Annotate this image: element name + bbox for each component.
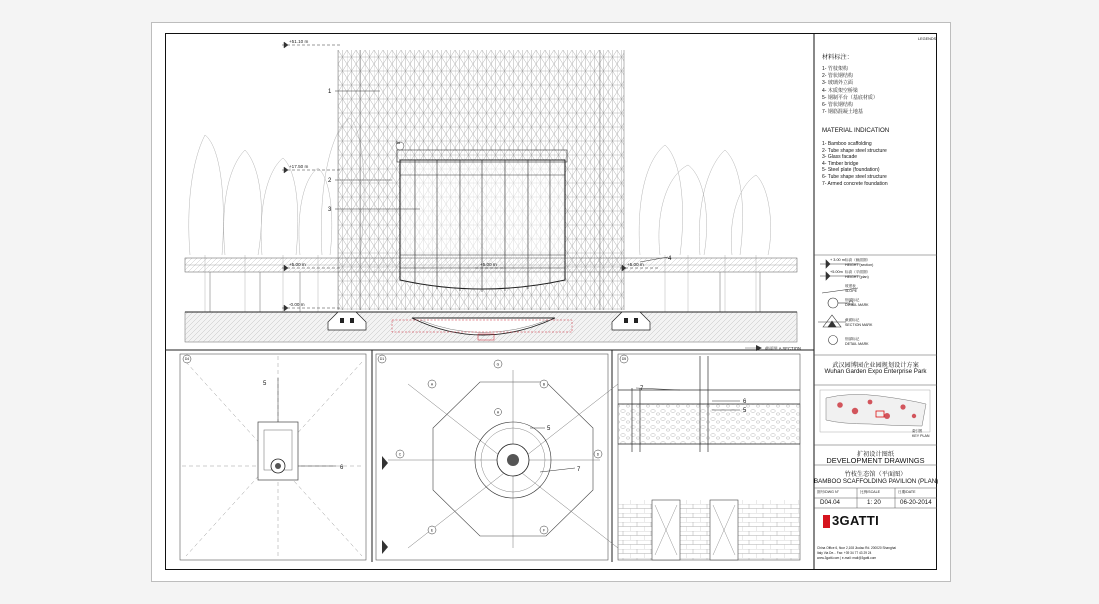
legend-en: HEIGHT (section)	[845, 262, 874, 267]
material-cn-item: 7- 钢筋混凝土地基	[822, 109, 863, 116]
legend-en: DETAIL MARK	[845, 302, 869, 307]
legend-row	[845, 258, 873, 267]
legend-cn: 截面标记	[845, 318, 860, 322]
callout-3: 3	[328, 207, 332, 213]
legend-cn: 细部标记	[845, 337, 860, 341]
project-en: Wuhan Garden Expo Enterprise Park	[824, 368, 927, 375]
materials-cn-title: 材料标注：	[822, 54, 853, 61]
elevation-drawing	[185, 42, 797, 351]
meta-value-dwg: D04.04	[820, 499, 840, 506]
drawing-cn: 竹枝生态馆（平面图）	[844, 471, 907, 478]
materials-en-title: MATERIAL INDICATION	[822, 127, 890, 134]
material-en-item: 2- Tube shape steel structure	[822, 147, 887, 154]
keyplan-en: KEY PLAN	[912, 434, 930, 438]
meta-value-scale: 1: 20	[867, 499, 881, 506]
material-cn-item: 1- 竹枝架构	[822, 66, 848, 72]
grid-c: C	[398, 452, 402, 457]
grid-e: E	[430, 528, 434, 533]
legend-sym-height-plan: +5.00m	[830, 270, 843, 274]
legend-cn: 标高（截面图）	[845, 258, 871, 262]
legend-sym-height-section: + 3.00 m	[830, 258, 845, 262]
brand-logo: 3GATTI	[832, 513, 880, 528]
grid-d: D	[596, 452, 600, 457]
elev-mid-label: +17.50 m	[289, 164, 309, 169]
material-en-item: 3- Glass facade	[822, 154, 858, 161]
d4-callout-5: 5	[263, 381, 267, 387]
meta-label-scale: 比例/SCALE	[860, 490, 880, 494]
meta-label-dwg: 图号/DWG N°	[817, 490, 839, 494]
legend-row	[845, 284, 857, 293]
detail-d5	[618, 354, 800, 560]
material-cn-item: 3- 玻璃外立面	[822, 80, 853, 87]
d5-callout-6: 6	[743, 399, 747, 405]
meta-value-date: 06-20-2014	[900, 499, 932, 506]
legend-cn: 细部标记	[845, 298, 860, 302]
drawing-en: BAMBOO SCAFFOLDING PAVILION (PLAN)	[814, 478, 939, 485]
stage-cn: 扩初设计图纸	[856, 451, 895, 458]
doc-code: LEGENDS	[918, 37, 937, 41]
legend-en: DETAIL MARK	[845, 341, 869, 346]
materials-en-list	[822, 141, 888, 187]
grid-f: F	[542, 528, 546, 533]
callout-4: 4	[668, 256, 672, 262]
office-china: China Office 6, floor 2,108 Jiudao Rd. 200020 Shanghai	[817, 546, 896, 550]
d5-callout-5: 5	[743, 408, 747, 414]
meta-label-date: 日期/DATE	[898, 490, 916, 494]
legend-cn: 坡度表	[845, 284, 856, 288]
material-en-item: 5- Steel plate (foundation)	[822, 167, 880, 174]
office-italy: Italy Via De... Fax: +39 34 77 43 29 24	[817, 551, 872, 555]
d5-callout-7: 7	[640, 386, 644, 392]
elev-top-label: +51.10 m	[289, 39, 309, 44]
callout-5a: 5a	[396, 141, 400, 145]
material-cn-item: 5- 钢制平台（基底材质）	[822, 94, 878, 101]
legend-row	[845, 298, 869, 307]
material-cn-item: 6- 管状钢结构	[822, 102, 853, 109]
detail-d1	[376, 354, 618, 560]
callout-2: 2	[328, 178, 332, 184]
section-label: 截面图 A SECTION	[765, 346, 802, 351]
elev-center-label: +5.00 m	[480, 262, 497, 267]
keyplan-cn: 索引图	[912, 429, 923, 433]
legend-cn: 标高（平面图）	[845, 270, 871, 274]
detail-tag-d5: D5	[621, 357, 627, 361]
material-en-item: 1- Bamboo scaffolding	[822, 141, 872, 147]
legend-row	[845, 337, 869, 346]
elev-base-label: -0.00 m	[289, 302, 305, 307]
grid-g: G	[496, 362, 500, 367]
grid-a: A	[430, 382, 434, 387]
callout-1: 1	[328, 89, 332, 95]
stage-en: DEVELOPMENT DRAWINGS	[826, 456, 925, 465]
legend-row	[845, 270, 870, 279]
material-cn-item: 2- 管状钢结构	[822, 73, 853, 80]
material-en-item: 4- Timber bridge	[822, 160, 859, 167]
detail-tag-d4: D4	[184, 357, 190, 361]
material-en-item: 6- Tube shape steel structure	[822, 173, 887, 180]
d4-callout-6: 6	[340, 465, 344, 471]
legend-row	[845, 318, 872, 327]
detail-d4	[180, 354, 366, 560]
office-web: www.3gatti.com | e-mail: mail@3gatti.com	[817, 556, 877, 560]
office-info	[817, 546, 896, 561]
d1-callout-5: 5	[547, 426, 551, 432]
legend-en: SLOPE	[845, 288, 857, 293]
d1-callout-7: 7	[577, 467, 581, 473]
detail-tag-d1: D1	[379, 357, 385, 361]
elev-right-label: +5.00 m	[627, 262, 644, 267]
material-cn-item: 4- 木质架空桥梁	[822, 87, 858, 94]
legend-en: HEIGHT (plan)	[845, 274, 869, 279]
material-en-item: 7- Armed concrete foundation	[822, 180, 888, 187]
materials-cn-list	[822, 66, 878, 116]
grid-h: H	[496, 410, 500, 415]
grid-b: B	[542, 382, 546, 387]
legend-en: SECTION MARK	[845, 322, 873, 327]
elev-ground-label: +5.00 m	[289, 262, 306, 267]
project-cn: 武汉园博园企业园规划设计方案	[832, 362, 919, 369]
